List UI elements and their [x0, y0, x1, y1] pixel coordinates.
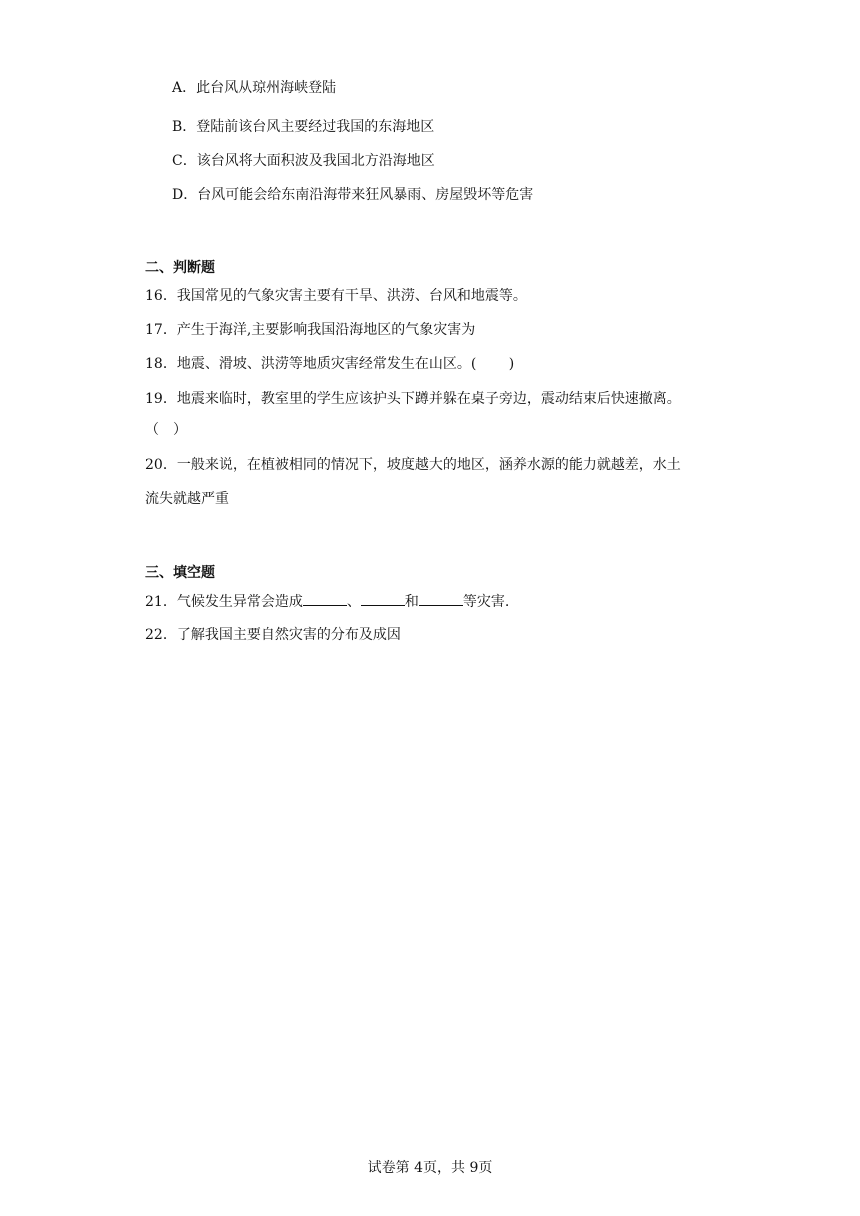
option-a: A．此台风从琼州海峡登陆 — [172, 80, 337, 96]
section-heading-judgment: 二、判断题 — [145, 260, 215, 276]
option-c: C．该台风将大面积波及我国北方沿海地区 — [172, 153, 435, 169]
question-20-line2: 流失就越严重 — [145, 491, 229, 507]
question-22: 22．了解我国主要自然灾害的分布及成因 — [145, 627, 401, 643]
question-21-conjunction: 和 — [404, 594, 419, 610]
option-b: B．登陆前该台风主要经过我国的东海地区 — [172, 119, 435, 135]
answer-blank-1[interactable] — [303, 591, 347, 606]
question-21 — [145, 591, 509, 612]
question-21-ending: 等灾害. — [462, 594, 510, 610]
question-21-text: 21．气候发生异常会造成 — [145, 594, 303, 610]
question-19-line1: 19．地震来临时，教室里的学生应该护头下蹲并躲在桌子旁边，震动结束后快速撤离。 — [145, 391, 681, 407]
question-19-line2: （ ） — [145, 422, 187, 438]
answer-blank-3[interactable] — [419, 591, 463, 606]
answer-blank-2[interactable] — [361, 591, 405, 606]
question-17: 17．产生于海洋,主要影响我国沿海地区的气象灾害为 — [145, 322, 476, 338]
question-20-line1: 20．一般来说，在植被相同的情况下，坡度越大的地区，涵养水源的能力就越差，水土 — [145, 457, 681, 473]
question-16: 16．我国常见的气象灾害主要有干旱、洪涝、台风和地震等。 — [145, 288, 527, 304]
page-footer: 试卷第 4页，共 9页 — [367, 1160, 493, 1176]
question-21-separator: 、 — [346, 594, 361, 610]
option-d: D．台风可能会给东南沿海带来狂风暴雨、房屋毁坏等危害 — [172, 187, 534, 203]
section-heading-fill-blank: 三、填空题 — [145, 565, 215, 581]
question-18: 18．地震、滑坡、洪涝等地质灾害经常发生在山区。( ) — [145, 356, 515, 372]
